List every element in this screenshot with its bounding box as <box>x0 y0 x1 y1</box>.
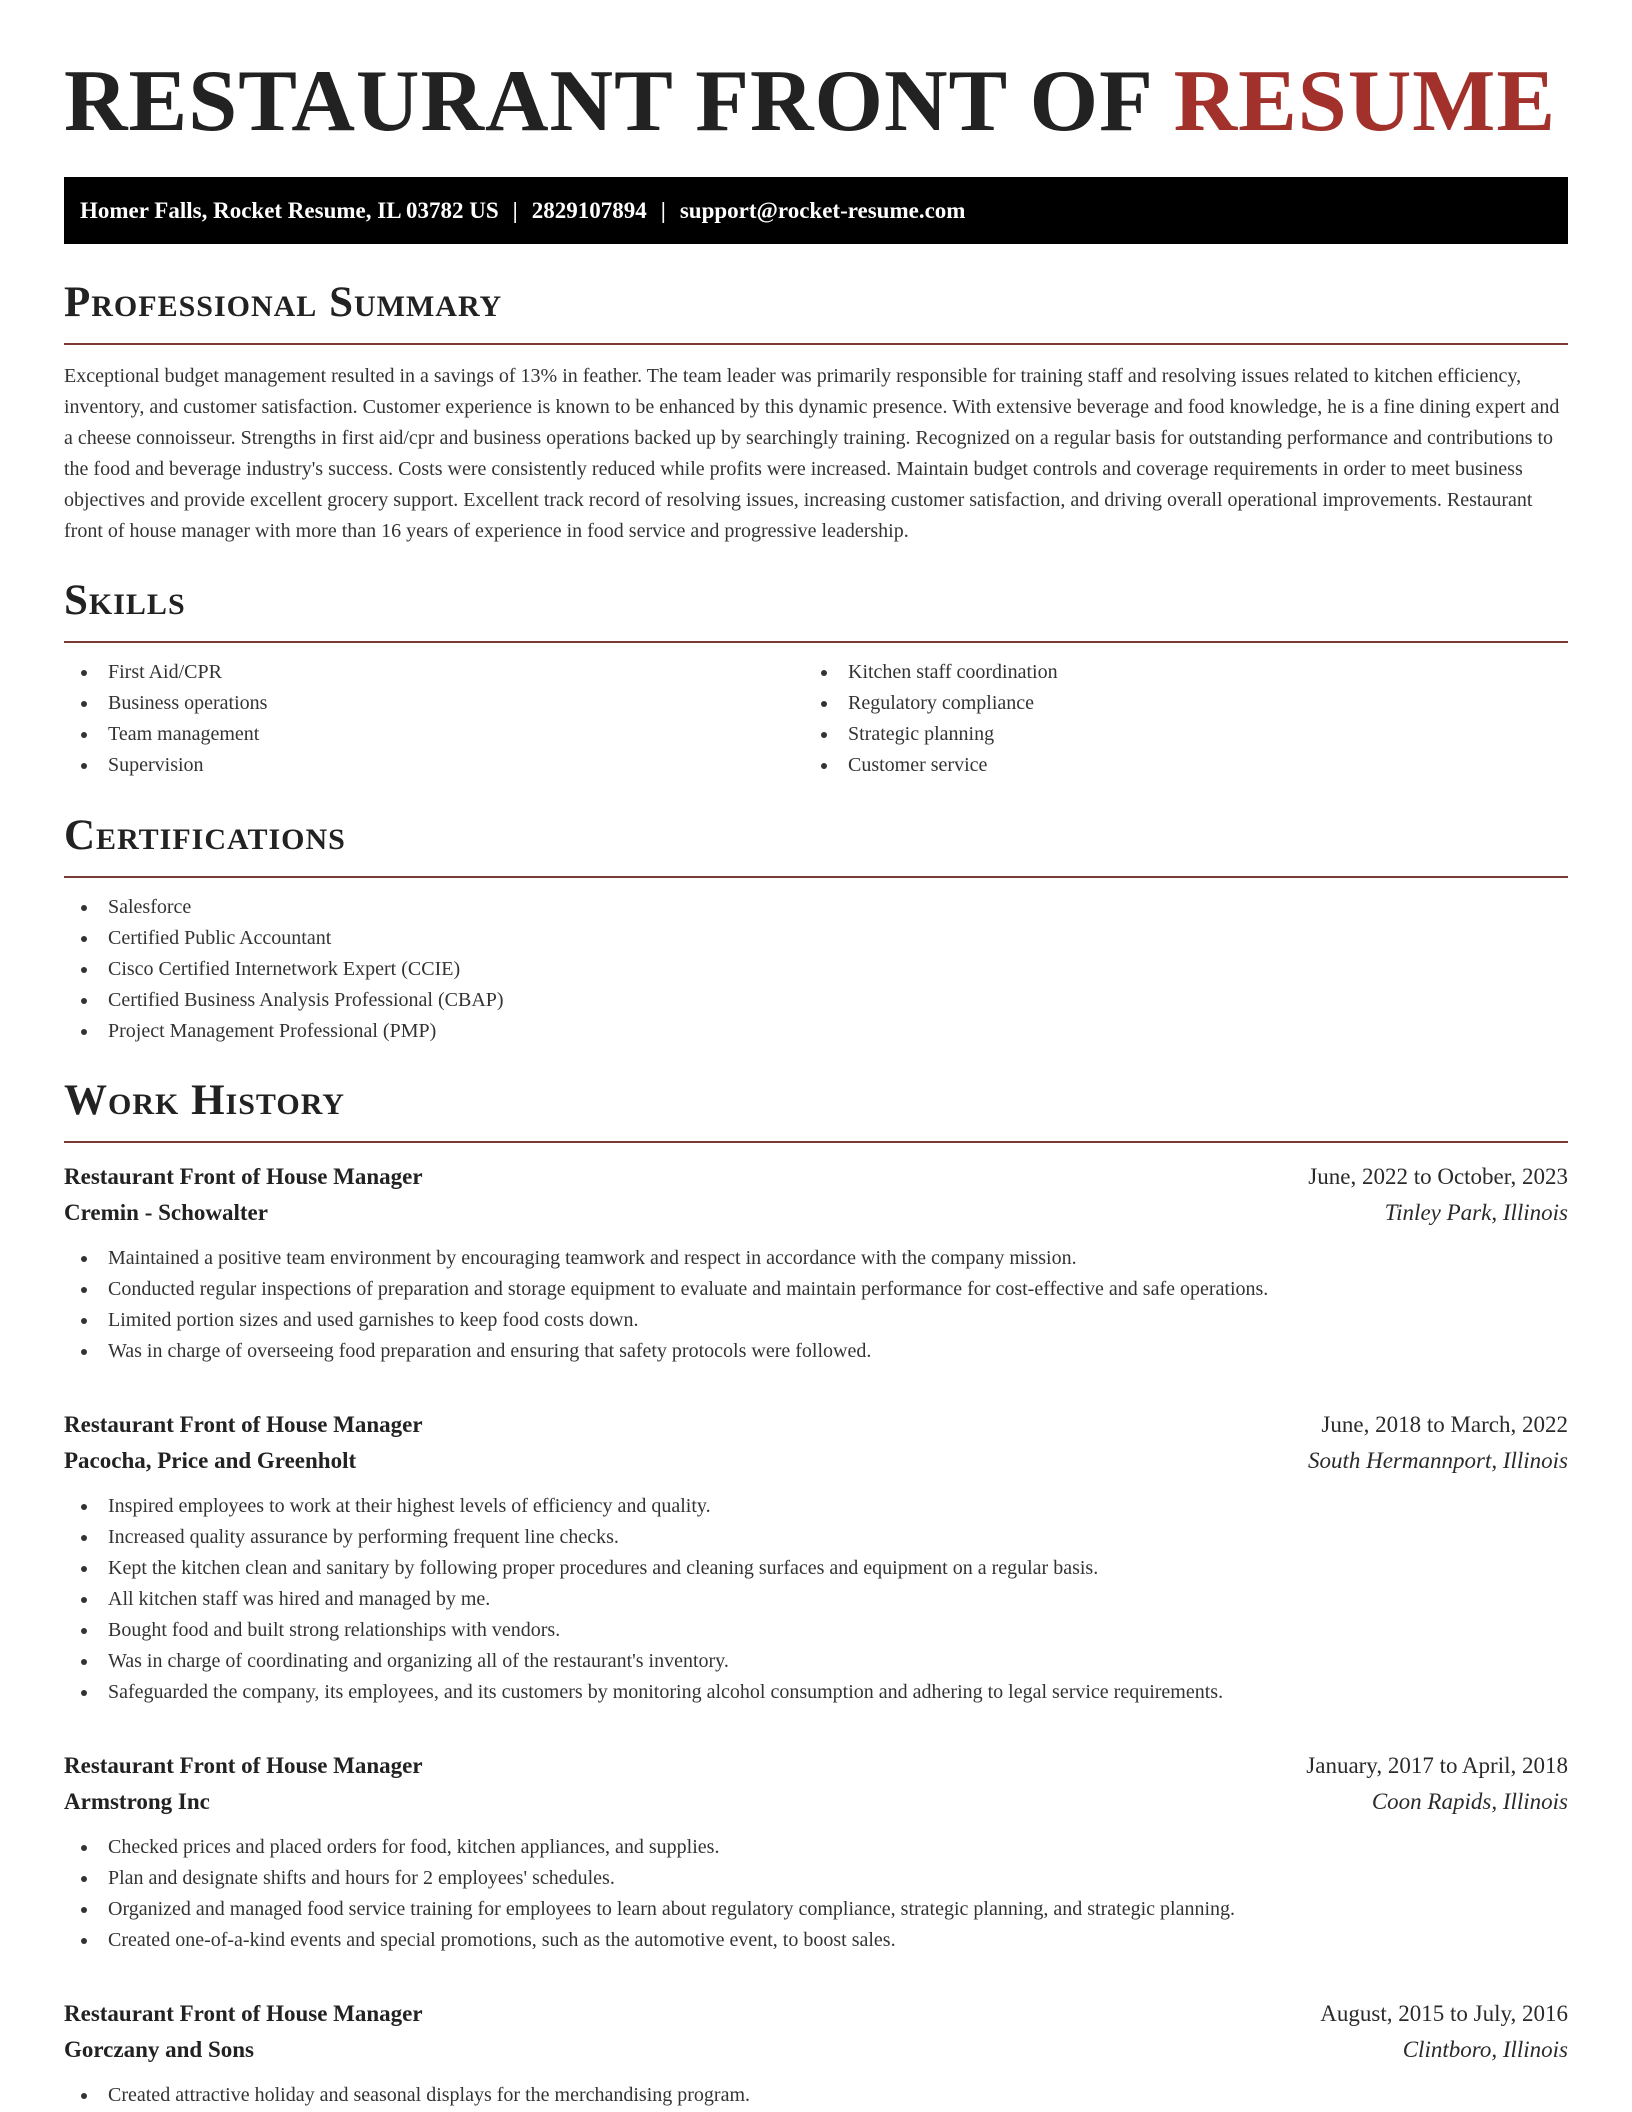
job-duty-item: Increased quality assurance by performing frequent line checks. <box>64 1522 1568 1553</box>
skills-list-left <box>64 657 804 781</box>
job-duty-item: Created attractive holiday and seasonal displays for the merchandising program. <box>64 2080 1568 2111</box>
skills-list-right <box>804 657 1544 781</box>
resume-page <box>64 0 1568 2111</box>
certification-item: Cisco Certified Internetwork Expert (CCIE) <box>64 954 1568 985</box>
section-heading-certifications: Certifications <box>64 812 346 859</box>
job-duty-item: All kitchen staff was hired and managed by me. <box>64 1584 1568 1615</box>
skill-item: Strategic planning <box>804 719 1544 750</box>
section-heading-skills: Skills <box>64 577 186 624</box>
job-title: Restaurant Front of House Manager <box>64 1412 423 1437</box>
job-company: Pacocha, Price and Greenholt <box>64 1448 357 1473</box>
job-company: Gorczany and Sons <box>64 2037 255 2062</box>
job-duty-item: Inspired employees to work at their highest levels of efficiency and quality. <box>64 1491 1568 1522</box>
job-location: South Hermannport, Illinois <box>1307 1448 1568 1473</box>
certification-item: Certified Business Analysis Professional (CBAP) <box>64 985 1568 1016</box>
summary-paragraph: Exceptional budget management resulted in a savings of 13% in feather. The team leader was primarily responsible for training staff and resolving issues related to kitchen efficiency, inventory, and customer satisfaction. Customer experience is known to be enhanced by this dynamic presence. With extensive beverage and food knowledge, he is a fine dining expert and a cheese connoisseur. Strengths in first aid/cpr and business operations backed up by searchingly training. Recognized on a regular basis for outstanding performance and contributions to the food and beverage industry's success. Costs were consistently reduced while profits were increased. Maintain budget controls and coverage requirements in order to meet business objectives and provide excellent grocery support. Excellent track record of resolving issues, increasing customer satisfaction, and driving overall operational improvements. Restaurant front of house manager with more than 16 years of experience in food service and progressive leadership. <box>64 365 1560 542</box>
job-dates: June, 2018 to March, 2022 <box>1321 1412 1568 1437</box>
job-duty-item: Kept the kitchen clean and sanitary by following proper procedures and cleaning surfaces and equipment on a regular basis. <box>64 1553 1568 1584</box>
section-divider <box>64 876 1568 878</box>
job-duty-item: Bought food and built strong relationships with vendors. <box>64 1615 1568 1646</box>
job-header-row <box>64 1159 1568 1195</box>
section-heading-work-history: Work History <box>64 1077 345 1124</box>
certification-item: Salesforce <box>64 892 1568 923</box>
title-accent: RESUME <box>1173 53 1557 150</box>
job-duty-item: Conducted regular inspections of preparation and storage equipment to evaluate and maintain performance for cost-effective and safe operations. <box>64 1274 1568 1305</box>
job-duty-item: Safeguarded the company, its employees, and its customers by monitoring alcohol consumption and adhering to legal service requirements. <box>64 1677 1568 1708</box>
skill-item: Business operations <box>64 688 804 719</box>
job-entry <box>64 1407 1568 1708</box>
section-divider <box>64 343 1568 345</box>
job-title: Restaurant Front of House Manager <box>64 1753 423 1778</box>
contact-separator: | <box>660 198 666 223</box>
job-duty-item: Plan and designate shifts and hours for 2 employees' schedules. <box>64 1863 1568 1894</box>
job-duties-list <box>64 1243 1568 1367</box>
job-header-row <box>64 1407 1568 1443</box>
job-duties-list <box>64 1491 1568 1708</box>
job-title: Restaurant Front of House Manager <box>64 2001 423 2026</box>
job-duty-item: Was in charge of overseeing food preparation and ensuring that safety protocols were followed. <box>64 1336 1568 1367</box>
job-company-row <box>64 1195 1568 1231</box>
job-title: Restaurant Front of House Manager <box>64 1164 423 1189</box>
skill-item: Kitchen staff coordination <box>804 657 1544 688</box>
job-company-row <box>64 1443 1568 1479</box>
certification-item: Project Management Professional (PMP) <box>64 1016 1568 1047</box>
job-duty-item: Checked prices and placed orders for food, kitchen appliances, and supplies. <box>64 1832 1568 1863</box>
job-duty-item: Created one-of-a-kind events and special promotions, such as the automotive event, to boost sales. <box>64 1925 1568 1956</box>
job-company-row <box>64 1784 1568 1820</box>
job-entry <box>64 1748 1568 1956</box>
job-duty-item: Limited portion sizes and used garnishes to keep food costs down. <box>64 1305 1568 1336</box>
job-entry <box>64 1159 1568 1367</box>
job-company-row <box>64 2032 1568 2068</box>
contact-email[interactable]: support@rocket-resume.com <box>679 198 966 223</box>
skill-item: Customer service <box>804 750 1544 781</box>
resume-title <box>64 52 1568 152</box>
job-dates: August, 2015 to July, 2016 <box>1320 2001 1568 2026</box>
contact-phone: 2829107894 <box>531 198 647 223</box>
skills-columns <box>64 643 1568 781</box>
job-duties-list <box>64 1832 1568 1956</box>
job-dates: January, 2017 to April, 2018 <box>1306 1753 1568 1778</box>
job-location: Tinley Park, Illinois <box>1384 1200 1568 1225</box>
job-location: Clintboro, Illinois <box>1402 2037 1568 2062</box>
job-location: Coon Rapids, Illinois <box>1371 1789 1568 1814</box>
section-divider <box>64 1141 1568 1143</box>
skills-section <box>64 575 1568 781</box>
job-header-row <box>64 1748 1568 1784</box>
contact-bar <box>64 177 1568 244</box>
section-heading-summary: Professional Summary <box>64 279 503 326</box>
contact-address: Homer Falls, Rocket Resume, IL 03782 US <box>80 198 499 223</box>
skill-item: Regulatory compliance <box>804 688 1544 719</box>
job-entry <box>64 1996 1568 2111</box>
certifications-section <box>64 810 1568 1047</box>
certification-item: Certified Public Accountant <box>64 923 1568 954</box>
job-duty-item: Maintained a positive team environment by encouraging teamwork and respect in accordance with the company mission. <box>64 1243 1568 1274</box>
professional-summary-section <box>64 277 1568 547</box>
job-dates: June, 2022 to October, 2023 <box>1308 1164 1568 1189</box>
job-duties-list <box>64 2080 1568 2111</box>
work-history-section <box>64 1075 1568 2111</box>
contact-separator: | <box>512 198 518 223</box>
job-company: Armstrong Inc <box>64 1789 210 1814</box>
job-header-row <box>64 1996 1568 2032</box>
skill-item: Team management <box>64 719 804 750</box>
job-duty-item: Organized and managed food service training for employees to learn about regulatory compliance, strategic planning, and strategic planning. <box>64 1894 1568 1925</box>
job-duty-item: Was in charge of coordinating and organizing all of the restaurant's inventory. <box>64 1646 1568 1677</box>
skill-item: Supervision <box>64 750 804 781</box>
certifications-list <box>64 892 1568 1047</box>
job-company: Cremin - Schowalter <box>64 1200 268 1225</box>
skill-item: First Aid/CPR <box>64 657 804 688</box>
title-main: RESTAURANT FRONT OF <box>64 53 1151 150</box>
